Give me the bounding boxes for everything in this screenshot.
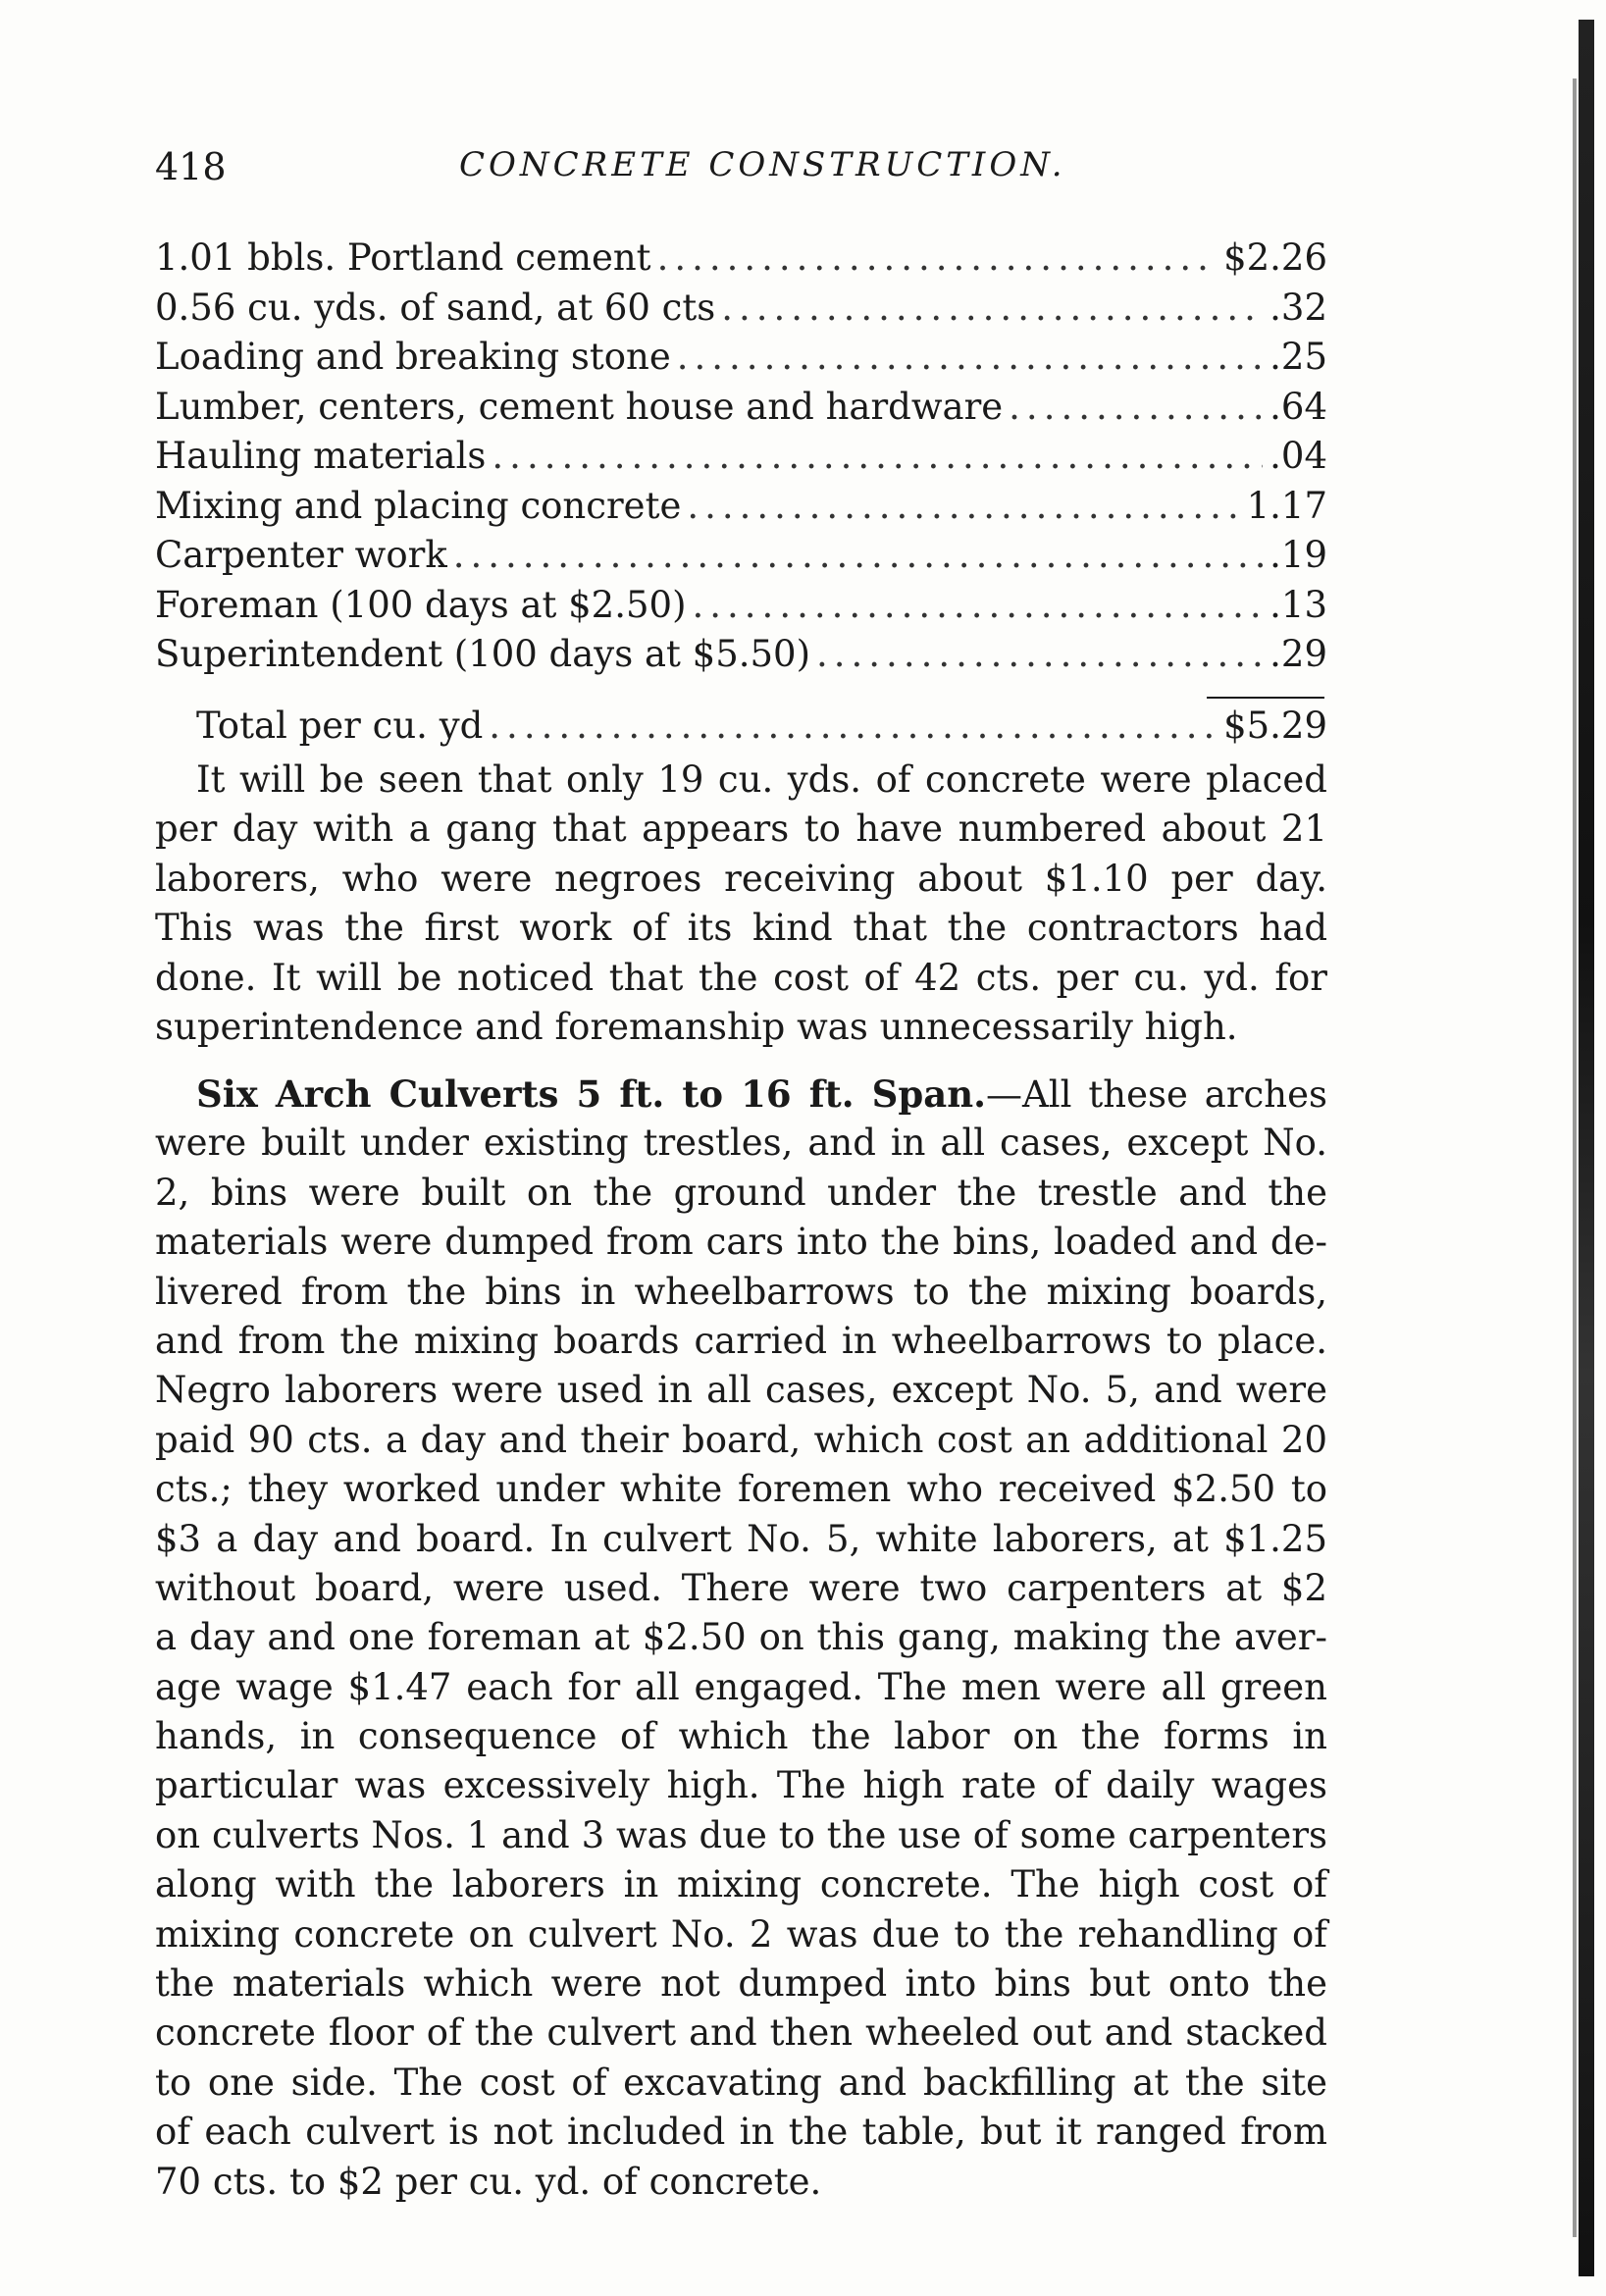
total-rule (1207, 697, 1324, 699)
page-number: 418 (155, 145, 227, 188)
cost-item-amount: .13 (1269, 583, 1327, 626)
cost-item-label: Loading and breaking stone (155, 336, 671, 378)
dot-leader (453, 531, 1263, 581)
paragraph-culverts (155, 1070, 1327, 2207)
cost-row (155, 630, 1327, 680)
total-amount: $5.29 (1223, 704, 1327, 747)
cost-item-amount: $2.26 (1223, 236, 1327, 279)
cost-item-amount: .04 (1269, 435, 1327, 477)
cost-row (155, 432, 1327, 482)
text-line: 2, bins were built on the ground under the trestle and the (155, 1171, 1327, 1214)
dot-leader (816, 630, 1263, 680)
heading-continuation: —All these arches (986, 1073, 1327, 1116)
running-title: CONCRETE CONSTRUCTION. (459, 145, 1066, 184)
text-line: without board, were used. There were two carpenters at $2 (155, 1566, 1327, 1609)
text-line: age wage $1.47 each for all engaged. The men were all green (155, 1665, 1327, 1708)
text-line: $3 a day and board. In culvert No. 5, white laborers, at $1.25 (155, 1517, 1327, 1560)
total-label: Total per cu. yd (196, 704, 484, 747)
text-line: concrete floor of the culvert and then wheeled out and stacked (155, 2011, 1327, 2055)
text-line: It will be seen that only 19 cu. yds. of concrete were placed (196, 758, 1327, 801)
cost-item-amount: .19 (1269, 534, 1327, 576)
text-line: materials were dumped from cars into the bins, loaded and de- (155, 1221, 1327, 1264)
cost-item-label: Foreman (100 days at $2.50) (155, 583, 687, 626)
text-line: This was the first work of its kind that the contractors had (155, 907, 1327, 950)
text-line: and from the mixing boards carried in wheelbarrows to place. (155, 1319, 1327, 1362)
text-line: livered from the bins in wheelbarrows to the mixing boards, (155, 1270, 1327, 1313)
dot-leader (693, 581, 1263, 631)
cost-item-amount: .25 (1269, 336, 1327, 378)
dot-leader (687, 482, 1240, 532)
cost-item-amount: .32 (1269, 286, 1327, 329)
cost-item-amount: .29 (1269, 633, 1327, 675)
section-heading: Six Arch Culverts 5 ft. to 16 ft. Span. (196, 1072, 987, 1116)
text-line: Negro laborers were used in all cases, except No. 5, and were (155, 1369, 1327, 1412)
text-line: cts.; they worked under white foremen who received $2.50 to (155, 1468, 1327, 1511)
text-line: were built under existing trestles, and in all cases, except No. (155, 1122, 1327, 1165)
dot-leader (1009, 383, 1263, 433)
cost-item-label: Superintendent (100 days at $5.50) (155, 633, 811, 675)
text-line: done. It will be noticed that the cost of 42 cts. per cu. yd. for (155, 956, 1327, 999)
dot-leader (492, 432, 1263, 482)
binding-edge-shadow-inner (1573, 78, 1577, 2237)
cost-row (155, 581, 1327, 631)
text-line: of each culvert is not included in the table, but it ranged from (155, 2111, 1327, 2154)
text-line: paid 90 cts. a day and their board, which cost an additional 20 (155, 1418, 1327, 1461)
text-line: laborers, who were negroes receiving about $1.10 per day. (155, 857, 1327, 900)
text-line: to one side. The cost of excavating and backfilling at the site (155, 2061, 1327, 2104)
binding-edge-shadow (1579, 20, 1594, 2276)
cost-item-amount: 1.17 (1246, 484, 1327, 527)
dot-leader (721, 284, 1263, 334)
text-line: per day with a gang that appears to have numbered about 21 (155, 808, 1327, 851)
total-row (196, 704, 1327, 747)
cost-item-label: Mixing and placing concrete (155, 484, 682, 527)
dot-leader (489, 704, 1217, 747)
cost-row (155, 531, 1327, 581)
cost-item-amount: .64 (1269, 385, 1327, 428)
text-line: superintendence and foremanship was unnecessarily high. (155, 1005, 1238, 1048)
text-line: particular was excessively high. The high rate of daily wages (155, 1764, 1327, 1807)
cost-row (155, 333, 1327, 383)
cost-item-label: Carpenter work (155, 534, 447, 576)
cost-row (155, 383, 1327, 433)
text-line: on culverts Nos. 1 and 3 was due to the use of some carpenters (155, 1813, 1327, 1856)
cost-row (155, 284, 1327, 334)
dot-leader (677, 333, 1263, 383)
text-line: mixing concrete on culvert No. 2 was due to the rehandling of (155, 1912, 1327, 1956)
cost-table (155, 234, 1327, 680)
paragraph-cost-discussion (155, 756, 1327, 1052)
cost-item-label: 0.56 cu. yds. of sand, at 60 cts (155, 286, 716, 329)
text-line: along with the laborers in mixing concrete. The high cost of (155, 1863, 1327, 1906)
text-line: a day and one foreman at $2.50 on this gang, making the aver- (155, 1616, 1327, 1659)
text-line: 70 cts. to $2 per cu. yd. of concrete. (155, 2160, 822, 2203)
cost-item-label: Hauling materials (155, 435, 487, 477)
cost-row (155, 234, 1327, 284)
cost-item-label: Lumber, centers, cement house and hardware (155, 385, 1004, 428)
cost-item-label: 1.01 bbls. Portland cement (155, 236, 651, 279)
cost-row (155, 482, 1327, 532)
text-line: hands, in consequence of which the labor on the forms in (155, 1715, 1327, 1758)
page-header (155, 145, 1332, 194)
dot-leader (657, 234, 1218, 284)
text-line: the materials which were not dumped into bins but onto the (155, 1962, 1327, 2006)
text-line (155, 1070, 1327, 1119)
